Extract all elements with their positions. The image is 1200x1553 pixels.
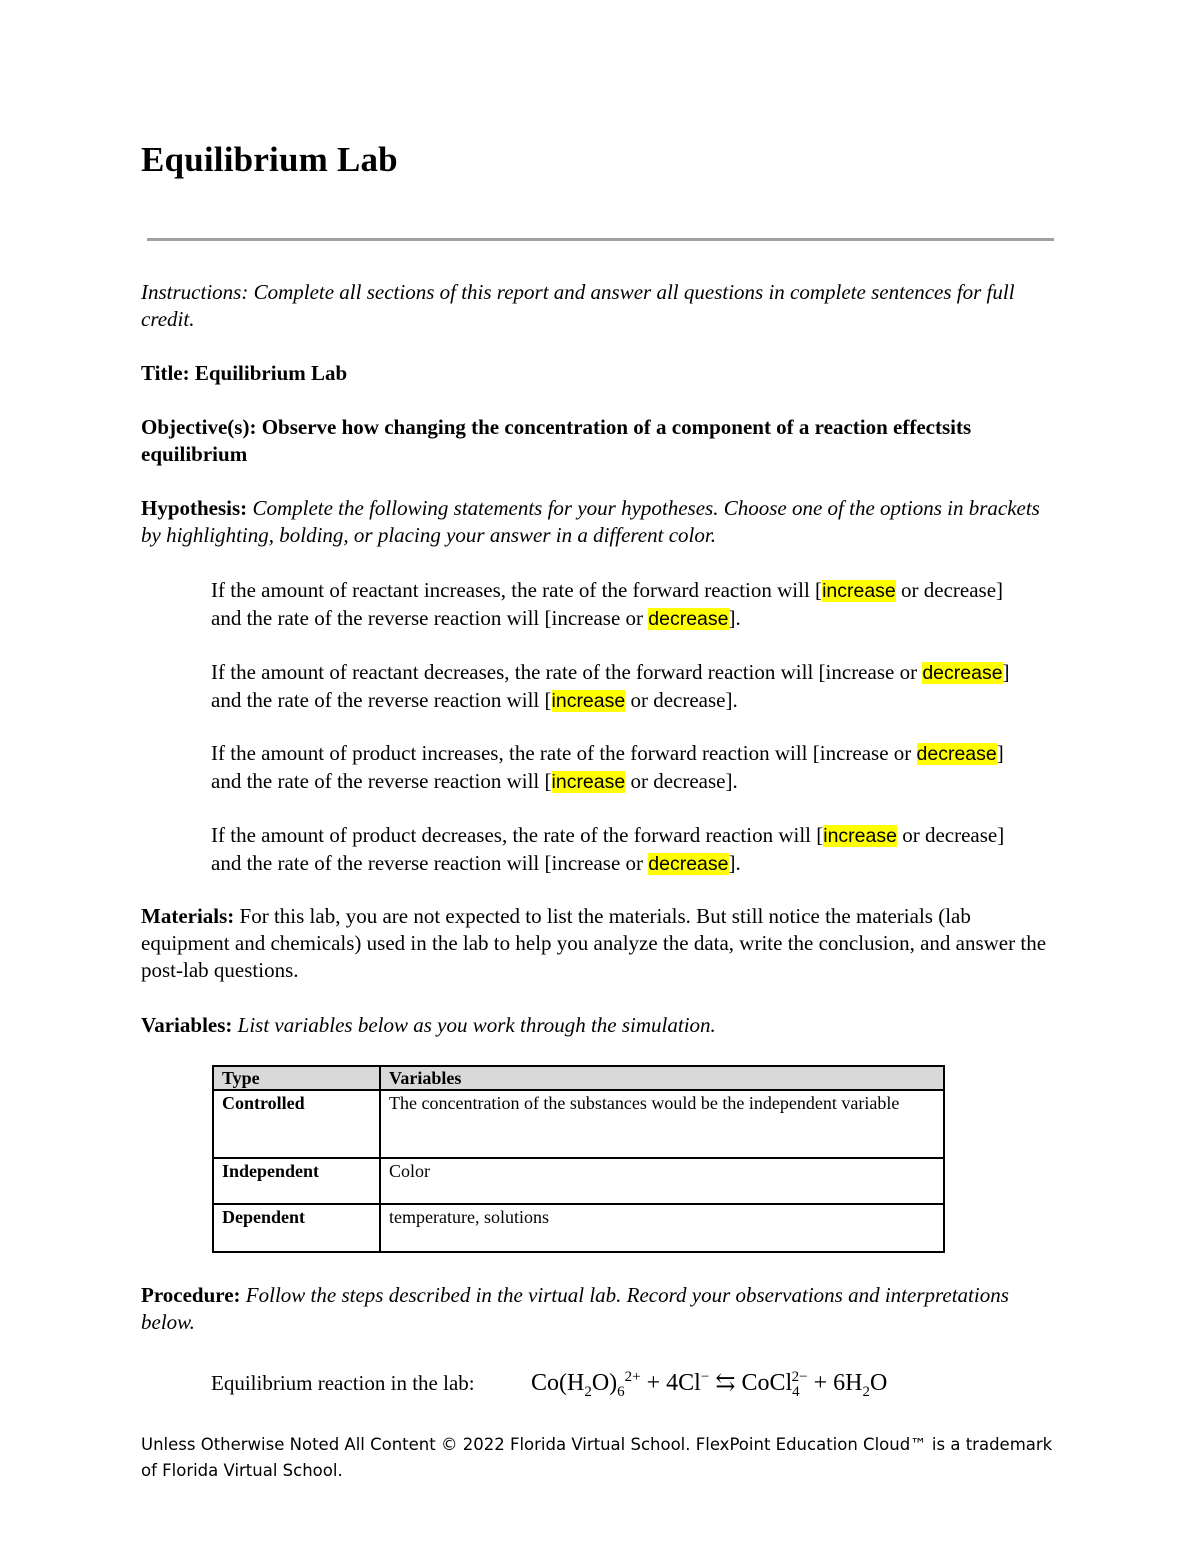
variables-value: List variables below as you work through the simulation. [232,1013,716,1037]
materials-value: For this lab, you are not expected to list the materials. But still notice the materials (lab equipment and chemicals) used in the lab to help you analyze the data, write the conclusion, and answer the post-lab questions. [141,904,1047,982]
highlighted-answer: decrease [916,743,997,765]
table-header-row [213,1066,944,1090]
hypothesis-statement-2 [211,659,1011,715]
statement-text: or decrease]. [625,769,738,793]
highlighted-answer: decrease [648,853,729,875]
equilibrium-equation [531,1368,887,1401]
hypothesis-statement-4 [211,822,1011,878]
equation-subscript: 2 [862,1383,870,1400]
instructions-text: Instructions: Complete all sections of this report and answer all questions in complete sentences for full credit. [141,280,1015,331]
table-row [213,1158,944,1204]
procedure-line [141,1282,1011,1336]
procedure-value: Follow the steps described in the virtual lab. Record your observations and interpretations below. [141,1283,1009,1334]
statement-text: ] and the rate of the reverse reaction will [ [211,660,1010,712]
statement-text: ]. [728,851,741,875]
equation-text: Co(H [531,1370,585,1396]
equation-superscript: 2+ [624,1369,641,1385]
variables-line [141,1012,1061,1039]
statement-text: ] and the rate of the reverse reaction will [ [211,741,1004,793]
statement-text: If the amount of reactant increases, the rate of the forward reaction will [ [211,578,823,602]
table-row [213,1090,944,1158]
equation-text: + 6H [807,1370,863,1396]
variables-table [212,1065,945,1253]
hypothesis-label: Hypothesis: [141,496,248,520]
equation-text: + 4Cl [640,1370,701,1396]
procedure-label: Procedure: [141,1283,241,1307]
title-divider [147,238,1054,241]
statement-text: or decrease] and the rate of the reverse reaction will [increase or [211,823,1005,875]
materials-label: Materials: [141,904,235,928]
statement-text: or decrease] and the rate of the reverse reaction will [increase or [211,578,1004,630]
statement-text: or decrease]. [625,688,738,712]
statement-text: If the amount of product increases, the rate of the forward reaction will [increase or [211,741,917,765]
highlighted-answer: increase [551,771,626,793]
lab-title-line [141,360,1061,387]
table-cell-type: Independent [213,1158,380,1204]
equation-subscript: 2 [584,1383,592,1400]
table-cell-value[interactable]: Color [380,1158,944,1204]
equation-label: Equilibrium reaction in the lab: [211,1371,475,1395]
objective-line [141,414,1001,468]
lab-title-label: Title: [141,361,190,385]
statement-text: If the amount of product decreases, the rate of the forward reaction will [ [211,823,824,847]
table-header-type: Type [213,1066,380,1090]
highlighted-answer: decrease [922,662,1003,684]
highlighted-answer: increase [823,825,897,847]
objective-label: Objective(s): [141,415,257,439]
statement-text: ]. [728,606,741,630]
hypothesis-statement-3 [211,740,1011,796]
hypothesis-statement-1 [211,577,1011,633]
table-header-variables: Variables [380,1066,944,1090]
equation-superscript: − [700,1369,710,1385]
hypothesis-value: Complete the following statements for your hypotheses. Choose one of the options in brackets by highlighting, bolding, or placing your answer in a different color. [141,496,1040,547]
document-title: Equilibrium Lab [141,140,398,179]
table-row [213,1204,944,1252]
highlighted-answer: increase [822,580,896,602]
lab-title-value: Equilibrium Lab [189,361,348,385]
table-cell-value[interactable]: temperature, solutions [380,1204,944,1252]
objective-value: Observe how changing the concentration of a component of a reaction effectsits equilibrium [141,415,972,466]
highlighted-answer: increase [551,690,626,712]
equation-text: O [869,1370,888,1396]
table-cell-value[interactable]: The concentration of the substances would be the independent variable [380,1090,944,1158]
equilibrium-arrow-icon: ⇆ [709,1370,742,1396]
copyright-footer: Unless Otherwise Noted All Content © 2022 Florida Virtual School. FlexPoint Education Cloud™ is a trademark of Florida Virtual School. [141,1435,1053,1480]
hypothesis-line [141,495,1046,549]
equation-subscript: 6 [617,1383,625,1400]
materials-line [141,903,1056,984]
equation-text: O) [591,1370,618,1396]
highlighted-answer: decrease [648,608,729,630]
equation-superscript: 2− [791,1369,808,1385]
equation-text: CoCl [741,1370,793,1396]
table-cell-type: Dependent [213,1204,380,1252]
equation-subscript: 4 [792,1383,800,1400]
variables-label: Variables: [141,1013,233,1037]
statement-text: If the amount of reactant decreases, the rate of the forward reaction will [increase or [211,660,923,684]
table-cell-type: Controlled [213,1090,380,1158]
